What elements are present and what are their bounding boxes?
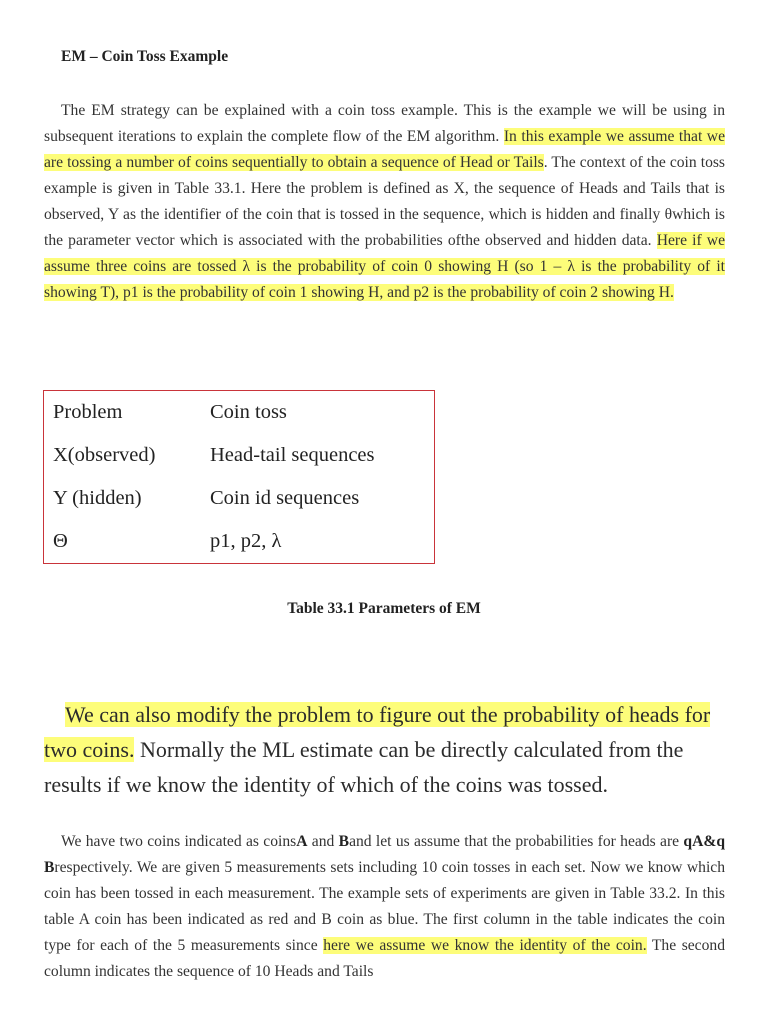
para3-text-1: We have two coins indicated as coins xyxy=(61,833,297,850)
para2-highlight-1: We can also modify the problem to figure out the probability of heads for two coins. xyxy=(44,702,711,762)
para3-text-2: and xyxy=(307,833,339,850)
parameters-table xyxy=(43,390,435,564)
section-title: EM – Coin Toss Example xyxy=(61,48,229,65)
probability-symbols: qA&q B xyxy=(44,833,725,876)
para3-text-4: respectively. We are given 5 measurements sets including 10 coin tosses in each set. Now we know which coin has been tossed in each measurement. The example sets of experiments are given in Table 33.2. In this table A coin has been indicated as red and B coin as blue. The first column in the table indicates the coin type for each of the 5 measurements since xyxy=(44,859,725,954)
para3-text-3: and let us assume that the probabilities for heads are xyxy=(349,833,684,850)
para2-text-1: Normally the ML estimate can be directly calculated from the results if we know the identity of which of the coins was tossed. xyxy=(44,737,684,797)
table-row xyxy=(44,391,435,435)
para1-text-2: . The context of the coin toss example is given in Table 33.1. Here the problem is defined as X, the sequence of Heads and Tails that is observed, Y as the identifier of the coin that is tossed in the sequence, which is hidden and finally θwhich is the parameter vector which is associated with the probabilities ofthe observed and hidden data. xyxy=(44,154,725,249)
para1-highlight-1: In this example we assume that we are tossing a number of coins sequentially to obtain a sequence of Head or Tails xyxy=(44,128,725,171)
para1-text-1: The EM strategy can be explained with a coin toss example. This is the example we will be using in subsequent iterations to explain the complete flow of the EM algorithm. xyxy=(44,102,725,145)
table-cell-value: Coin id sequences xyxy=(210,487,360,509)
coin-b-label: B xyxy=(338,833,350,850)
coin-a-label: A xyxy=(296,833,308,850)
intro-paragraph xyxy=(44,98,725,306)
para3-highlight-1: here we assume we know the identity of the coin. xyxy=(323,937,647,954)
table-caption: Table 33.1 Parameters of EM xyxy=(287,600,481,617)
table-row xyxy=(44,520,435,564)
table-cell-label: Θ xyxy=(53,530,68,552)
para1-highlight-2: Here if we assume three coins are tossed λ is the probability of coin 0 showing H (so 1 – λ is the probability of it showing T), p1 is the probability of coin 1 showing H, and p2 is the probability of coin 2 showing H. xyxy=(44,232,725,301)
table-cell-value: Coin toss xyxy=(210,401,287,423)
table-row xyxy=(44,434,435,477)
table-cell-value: Head-tail sequences xyxy=(210,444,375,466)
table-cell-label: Y (hidden) xyxy=(53,487,142,509)
table-row xyxy=(44,477,435,520)
two-coins-paragraph xyxy=(44,829,725,985)
table-cell-label: Problem xyxy=(53,401,123,423)
emphasis-paragraph xyxy=(44,697,727,802)
table-cell-value: p1, p2, λ xyxy=(210,530,282,552)
table-cell-label: X(observed) xyxy=(53,444,156,466)
para3-text-5: The second column indicates the sequence of 10 Heads and Tails xyxy=(44,937,725,980)
